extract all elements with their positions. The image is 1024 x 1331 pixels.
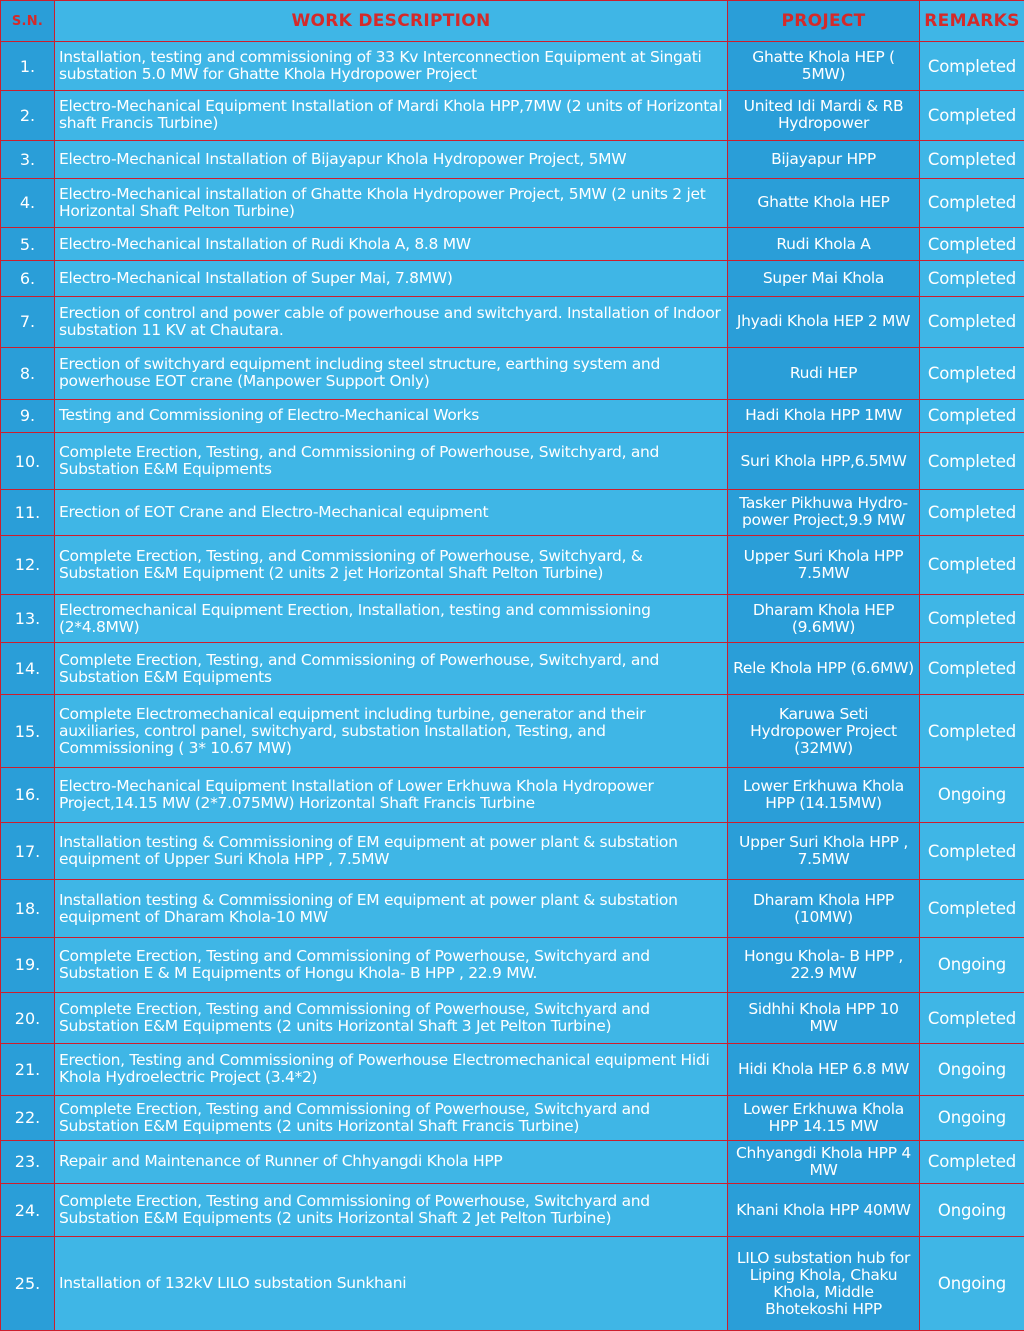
row-description: Electro-Mechanical Installation of Bijayapur Khola Hydropower Project, 5MW bbox=[55, 140, 728, 178]
row-remarks: Completed bbox=[920, 643, 1024, 695]
row-sn: 21. bbox=[1, 1044, 55, 1095]
row-remarks: Completed bbox=[920, 261, 1024, 297]
row-description: Installation, testing and commissioning of 33 Kv Interconnection Equipment at Singati substation 5.0 MW for Ghatte Khola Hydropower Project bbox=[55, 42, 728, 91]
table-row bbox=[1, 993, 1024, 1044]
row-description: Erection, Testing and Commissioning of Powerhouse Electromechanical equipment Hidi Khola Hydroelectric Project (3.4*2) bbox=[55, 1044, 728, 1095]
row-sn: 2. bbox=[1, 91, 55, 140]
row-description: Electro-Mechanical Equipment Installation of Mardi Khola HPP,7MW (2 units of Horizontal shaft Francis Turbine) bbox=[55, 91, 728, 140]
header-row bbox=[1, 1, 1024, 42]
table-row bbox=[1, 1095, 1024, 1140]
row-project: LILO substation hub for Liping Khola, Chaku Khola, Middle Bhotekoshi HPP bbox=[728, 1237, 920, 1331]
row-description: Complete Erection, Testing, and Commissioning of Powerhouse, Switchyard, and Substation E&M Equipments bbox=[55, 433, 728, 490]
table-row bbox=[1, 695, 1024, 767]
row-sn: 19. bbox=[1, 937, 55, 992]
row-project: Bijayapur HPP bbox=[728, 140, 920, 178]
row-description: Repair and Maintenance of Runner of Chhyangdi Khola HPP bbox=[55, 1140, 728, 1183]
row-remarks: Ongoing bbox=[920, 1095, 1024, 1140]
row-sn: 5. bbox=[1, 228, 55, 261]
row-project: Lower Erkhuwa Khola HPP 14.15 MW bbox=[728, 1095, 920, 1140]
row-project: Ghatte Khola HEP ( 5MW) bbox=[728, 42, 920, 91]
row-description: Complete Erection, Testing, and Commissioning of Powerhouse, Switchyard, & Substation E&M Equipment (2 units 2 jet Horizontal Shaft Pelton Turbine) bbox=[55, 535, 728, 594]
row-project: Khani Khola HPP 40MW bbox=[728, 1184, 920, 1237]
row-sn: 22. bbox=[1, 1095, 55, 1140]
header-sn: S.N. bbox=[1, 1, 55, 42]
table-row bbox=[1, 880, 1024, 937]
table-row bbox=[1, 643, 1024, 695]
row-sn: 4. bbox=[1, 178, 55, 227]
table-row bbox=[1, 1184, 1024, 1237]
row-sn: 9. bbox=[1, 399, 55, 432]
row-project: Rudi Khola A bbox=[728, 228, 920, 261]
row-sn: 12. bbox=[1, 535, 55, 594]
row-description: Electro-Mechanical Installation of Rudi Khola A, 8.8 MW bbox=[55, 228, 728, 261]
row-project: Ghatte Khola HEP bbox=[728, 178, 920, 227]
row-remarks: Completed bbox=[920, 880, 1024, 937]
row-description: Testing and Commissioning of Electro-Mechanical Works bbox=[55, 399, 728, 432]
row-project: Upper Suri Khola HPP 7.5MW bbox=[728, 535, 920, 594]
row-project: Hadi Khola HPP 1MW bbox=[728, 399, 920, 432]
row-sn: 14. bbox=[1, 643, 55, 695]
table-row bbox=[1, 261, 1024, 297]
row-description: Electro-Mechanical Equipment Installation of Lower Erkhuwa Khola Hydropower Project,14.15 MW (2*7.075MW) Horizontal Shaft Francis Turbine bbox=[55, 767, 728, 822]
row-description: Installation testing & Commissioning of EM equipment at power plant & substation equipment of Dharam Khola-10 MW bbox=[55, 880, 728, 937]
row-project: Dharam Khola HEP (9.6MW) bbox=[728, 594, 920, 642]
row-description: Complete Erection, Testing and Commissioning of Powerhouse, Switchyard and Substation E&M Equipments (2 units Horizontal Shaft 2 Jet Pelton Turbine) bbox=[55, 1184, 728, 1237]
row-remarks: Ongoing bbox=[920, 1044, 1024, 1095]
table-row bbox=[1, 937, 1024, 992]
row-description: Complete Erection, Testing and Commissioning of Powerhouse, Switchyard and Substation E&M Equipments (2 units Horizontal Shaft Francis Turbine) bbox=[55, 1095, 728, 1140]
row-project: Sidhhi Khola HPP 10 MW bbox=[728, 993, 920, 1044]
row-remarks: Completed bbox=[920, 1140, 1024, 1183]
row-remarks: Ongoing bbox=[920, 937, 1024, 992]
table-row bbox=[1, 140, 1024, 178]
row-description: Complete Electromechanical equipment including turbine, generator and their auxiliaries, control panel, switchyard, substation Installation, Testing, and Commissioning ( 3* 10.67 MW) bbox=[55, 695, 728, 767]
row-project: Hidi Khola HEP 6.8 MW bbox=[728, 1044, 920, 1095]
table-row bbox=[1, 1044, 1024, 1095]
row-project: Rudi HEP bbox=[728, 347, 920, 399]
row-description: Complete Erection, Testing and Commissioning of Powerhouse, Switchyard and Substation E & M Equipments of Hongu Khola- B HPP , 22.9 MW. bbox=[55, 937, 728, 992]
table-row bbox=[1, 535, 1024, 594]
table-row bbox=[1, 490, 1024, 535]
row-sn: 6. bbox=[1, 261, 55, 297]
row-description: Erection of control and power cable of powerhouse and switchyard. Installation of Indoor substation 11 KV at Chautara. bbox=[55, 297, 728, 347]
row-description: Electro-Mechanical installation of Ghatte Khola Hydropower Project, 5MW (2 units 2 jet Horizontal Shaft Pelton Turbine) bbox=[55, 178, 728, 227]
row-remarks: Completed bbox=[920, 91, 1024, 140]
row-sn: 10. bbox=[1, 433, 55, 490]
row-remarks: Completed bbox=[920, 42, 1024, 91]
row-description: Installation testing & Commissioning of EM equipment at power plant & substation equipment of Upper Suri Khola HPP , 7.5MW bbox=[55, 823, 728, 880]
row-project: United Idi Mardi & RB Hydropower bbox=[728, 91, 920, 140]
row-remarks: Ongoing bbox=[920, 1184, 1024, 1237]
table-row bbox=[1, 1237, 1024, 1331]
row-remarks: Completed bbox=[920, 490, 1024, 535]
table-row bbox=[1, 767, 1024, 822]
row-sn: 17. bbox=[1, 823, 55, 880]
row-remarks: Completed bbox=[920, 347, 1024, 399]
table-row bbox=[1, 178, 1024, 227]
header-remarks: REMARKS bbox=[920, 1, 1024, 42]
row-project: Chhyangdi Khola HPP 4 MW bbox=[728, 1140, 920, 1183]
table-row bbox=[1, 433, 1024, 490]
row-description: Electro-Mechanical Installation of Super Mai, 7.8MW) bbox=[55, 261, 728, 297]
table-row bbox=[1, 347, 1024, 399]
row-sn: 3. bbox=[1, 140, 55, 178]
row-project: Dharam Khola HPP (10MW) bbox=[728, 880, 920, 937]
row-project: Hongu Khola- B HPP , 22.9 MW bbox=[728, 937, 920, 992]
row-sn: 13. bbox=[1, 594, 55, 642]
table-body bbox=[1, 42, 1024, 1331]
row-remarks: Completed bbox=[920, 140, 1024, 178]
row-remarks: Ongoing bbox=[920, 1237, 1024, 1331]
row-sn: 11. bbox=[1, 490, 55, 535]
row-project: Tasker Pikhuwa Hydro-power Project,9.9 MW bbox=[728, 490, 920, 535]
row-sn: 25. bbox=[1, 1237, 55, 1331]
row-remarks: Completed bbox=[920, 535, 1024, 594]
table-row bbox=[1, 594, 1024, 642]
row-sn: 7. bbox=[1, 297, 55, 347]
table-row bbox=[1, 1140, 1024, 1183]
row-sn: 15. bbox=[1, 695, 55, 767]
row-sn: 23. bbox=[1, 1140, 55, 1183]
row-remarks: Completed bbox=[920, 228, 1024, 261]
row-remarks: Completed bbox=[920, 297, 1024, 347]
table-row bbox=[1, 399, 1024, 432]
row-project: Lower Erkhuwa Khola HPP (14.15MW) bbox=[728, 767, 920, 822]
row-project: Jhyadi Khola HEP 2 MW bbox=[728, 297, 920, 347]
row-remarks: Completed bbox=[920, 399, 1024, 432]
row-project: Upper Suri Khola HPP , 7.5MW bbox=[728, 823, 920, 880]
row-sn: 20. bbox=[1, 993, 55, 1044]
row-description: Complete Erection, Testing and Commissioning of Powerhouse, Switchyard and Substation E&M Equipments (2 units Horizontal Shaft 3 Jet Pelton Turbine) bbox=[55, 993, 728, 1044]
table-row bbox=[1, 91, 1024, 140]
row-sn: 16. bbox=[1, 767, 55, 822]
table-row bbox=[1, 228, 1024, 261]
header-work-description: WORK DESCRIPTION bbox=[55, 1, 728, 42]
row-sn: 1. bbox=[1, 42, 55, 91]
row-remarks: Completed bbox=[920, 178, 1024, 227]
table-row bbox=[1, 42, 1024, 91]
row-description: Complete Erection, Testing, and Commissioning of Powerhouse, Switchyard, and Substation E&M Equipments bbox=[55, 643, 728, 695]
row-project: Suri Khola HPP,6.5MW bbox=[728, 433, 920, 490]
row-description: Installation of 132kV LILO substation Sunkhani bbox=[55, 1237, 728, 1331]
row-sn: 18. bbox=[1, 880, 55, 937]
row-remarks: Ongoing bbox=[920, 767, 1024, 822]
row-description: Erection of EOT Crane and Electro-Mechanical equipment bbox=[55, 490, 728, 535]
row-remarks: Completed bbox=[920, 695, 1024, 767]
table-row bbox=[1, 823, 1024, 880]
header-project: PROJECT bbox=[728, 1, 920, 42]
row-remarks: Completed bbox=[920, 433, 1024, 490]
row-description: Electromechanical Equipment Erection, Installation, testing and commissioning (2*4.8MW) bbox=[55, 594, 728, 642]
row-project: Super Mai Khola bbox=[728, 261, 920, 297]
row-remarks: Completed bbox=[920, 993, 1024, 1044]
row-project: Karuwa Seti Hydropower Project (32MW) bbox=[728, 695, 920, 767]
row-remarks: Completed bbox=[920, 823, 1024, 880]
row-remarks: Completed bbox=[920, 594, 1024, 642]
row-sn: 24. bbox=[1, 1184, 55, 1237]
row-description: Erection of switchyard equipment including steel structure, earthing system and powerhouse EOT crane (Manpower Support Only) bbox=[55, 347, 728, 399]
row-sn: 8. bbox=[1, 347, 55, 399]
row-project: Rele Khola HPP (6.6MW) bbox=[728, 643, 920, 695]
table-row bbox=[1, 297, 1024, 347]
